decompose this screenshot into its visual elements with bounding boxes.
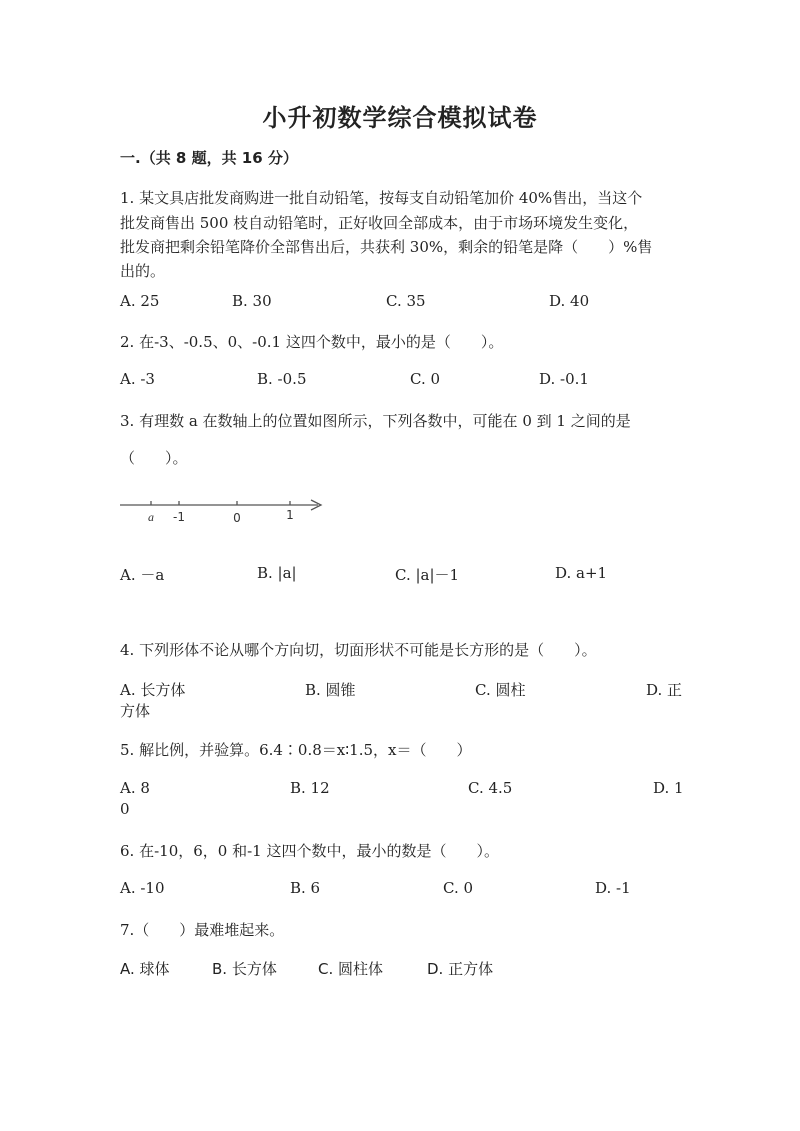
question-4-option-d-wrap: 方体 <box>120 702 151 720</box>
question-4-option-a: A. 长方体 <box>120 681 186 699</box>
label-a: a <box>148 510 154 524</box>
section-heading: 一.（共 8 题，共 16 分） <box>120 149 298 167</box>
question-2-option-c: C. 0 <box>410 370 441 388</box>
question-4-line-1: 4. 下列形体不论从哪个方向切，切面形状不可能是长方形的是（ ）。 <box>120 641 597 659</box>
question-1-option-a: A. 25 <box>120 292 160 310</box>
question-4-option-c: C. 圆柱 <box>475 681 526 699</box>
question-3-line-2: （ ）。 <box>120 449 188 467</box>
question-7-option-d: D. 正方体 <box>427 960 494 978</box>
question-6-option-d: D. -1 <box>595 879 631 897</box>
question-1-option-c: C. 35 <box>386 292 426 310</box>
question-2-option-b: B. -0.5 <box>257 370 307 388</box>
question-6-option-b: B. 6 <box>290 879 321 897</box>
question-2-line-1: 2. 在-3、-0.5、0、-0.1 这四个数中，最小的是（ ）。 <box>120 333 504 351</box>
question-5-option-d: D. 1 <box>653 779 684 797</box>
question-7-option-c: C. 圆柱体 <box>318 960 384 978</box>
question-3-option-b: B. |a| <box>257 564 297 582</box>
question-5-option-c: C. 4.5 <box>468 779 513 797</box>
question-7-option-a: A. 球体 <box>120 960 170 978</box>
page-title: 小升初数学综合模拟试卷 <box>262 103 538 132</box>
label-neg-1: -1 <box>173 510 185 524</box>
question-1-line-3: 批发商把剩余铅笔降价全部售出后，共获利 30%，剩余的铅笔是降（ ）%售 <box>120 238 653 256</box>
question-2-option-a: A. -3 <box>120 370 155 388</box>
question-7-line-1: 7.（ ）最难堆起来。 <box>120 921 285 939</box>
question-5-line-1: 5. 解比例，并验算。6.4∶0.8＝x∶1.5，x＝（ ） <box>120 741 472 759</box>
question-1-line-4: 出的。 <box>120 262 166 280</box>
question-2-option-d: D. -0.1 <box>539 370 589 388</box>
question-3-option-a: A. －a <box>120 566 165 584</box>
number-line-figure <box>118 496 328 528</box>
question-5-option-d-wrap: 0 <box>120 800 130 818</box>
question-5-option-a: A. 8 <box>120 779 150 797</box>
question-1-option-d: D. 40 <box>549 292 590 310</box>
question-4-option-b: B. 圆锥 <box>305 681 356 699</box>
question-1-line-2: 批发商售出 500 枝自动铅笔时，正好收回全部成本，由于市场环境发生变化， <box>120 214 639 232</box>
question-5-option-b: B. 12 <box>290 779 330 797</box>
question-6-option-a: A. -10 <box>120 879 165 897</box>
label-0: 0 <box>233 511 241 525</box>
label-1: 1 <box>286 508 294 522</box>
question-6-option-c: C. 0 <box>443 879 474 897</box>
question-4-option-d: D. 正 <box>646 681 683 699</box>
question-6-line-1: 6. 在-10，6，0 和-1 这四个数中，最小的数是（ ）。 <box>120 842 499 860</box>
question-3-option-c: C. |a|－1 <box>395 566 460 584</box>
question-3-option-d: D. a+1 <box>555 564 608 582</box>
question-1-option-b: B. 30 <box>232 292 272 310</box>
question-1-line-1: 1. 某文具店批发商购进一批自动铅笔，按每支自动铅笔加价 40%售出，当这个 <box>120 189 643 207</box>
question-7-option-b: B. 长方体 <box>212 960 277 978</box>
question-3-line-1: 3. 有理数 a 在数轴上的位置如图所示，下列各数中，可能在 0 到 1 之间的是 <box>120 412 631 430</box>
